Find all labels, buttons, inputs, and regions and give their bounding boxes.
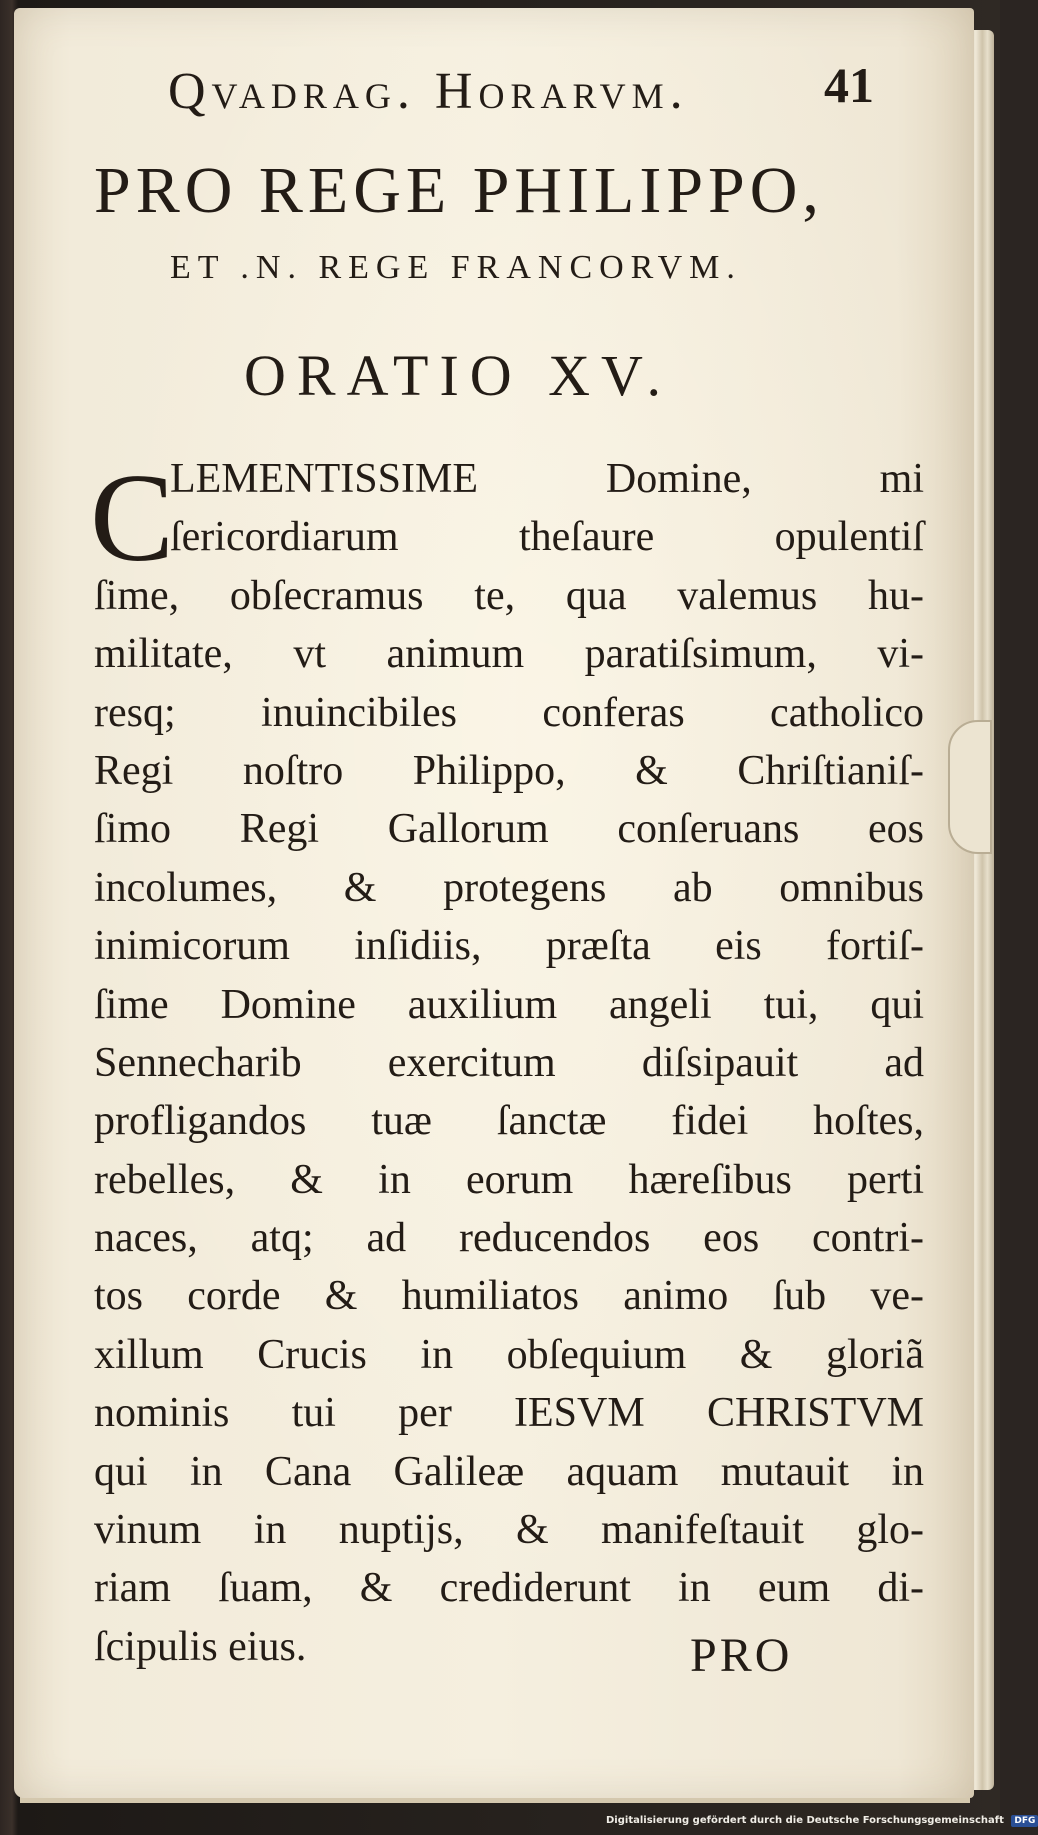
- body-line: militate, vt animum paratiſsimum, vi-: [94, 631, 924, 678]
- body-line: Regi noſtro Philippo, & Chriſtianiſ-: [94, 747, 924, 794]
- page-number: 41: [824, 57, 874, 113]
- book-page: [14, 8, 974, 1798]
- running-head-title: Qvadrag. Horarvm.: [168, 63, 689, 120]
- body-line: ſericordiarum theſaure opulentiſ: [170, 514, 924, 561]
- body-line: naces, atq; ad reducendos eos contri-: [94, 1215, 924, 1262]
- catchword: PRO: [690, 1629, 793, 1682]
- body-line: resq; inuincibiles conferas catholico: [94, 689, 924, 736]
- body-line: qui in Cana Galileæ aquam mutauit in: [94, 1448, 924, 1495]
- body-line: ſime, obſecramus te, qua valemus hu-: [94, 572, 924, 619]
- body-line: ſcipulis eius.: [94, 1623, 307, 1670]
- body-line: incolumes, & protegens ab omnibus: [94, 864, 924, 911]
- body-line: nominis tui per IESVM CHRISTVM: [94, 1390, 924, 1437]
- prayer-title: PRO REGE PHILIPPO,: [94, 154, 824, 227]
- dfg-logo: DFG: [1011, 1815, 1038, 1827]
- body-line: vinum in nuptijs, & manifeſtauit glo-: [94, 1507, 924, 1554]
- credit-text: Digitalisierung gefördert durch die Deutsche Forschungsgemeinschaft: [606, 1815, 1004, 1826]
- body-line: tos corde & humiliatos animo ſub ve-: [94, 1273, 924, 1320]
- body-line: riam ſuam, & crediderunt in eum di-: [94, 1565, 924, 1612]
- body-line: LEMENTISSIME Domine, mi: [170, 456, 924, 502]
- digitization-credit: [606, 1815, 1038, 1827]
- prayer-subtitle: ET .N. REGE FRANCORVM.: [170, 249, 742, 286]
- body-line: profligandos tuæ ſanctæ fidei hoſtes,: [94, 1098, 924, 1145]
- running-head: [94, 48, 924, 128]
- prayer-body: [90, 449, 924, 1676]
- body-line: ſime Domine auxilium angeli tui, qui: [94, 981, 924, 1028]
- body-line: xillum Crucis in obſequium & gloriã: [94, 1331, 924, 1378]
- oration-heading: ORATIO XV.: [244, 343, 672, 408]
- page-text-block: [90, 48, 924, 1682]
- drop-cap-initial: C: [90, 449, 175, 588]
- body-line: rebelles, & in eorum hæreſibus perti: [94, 1156, 924, 1203]
- body-line: Sennecharib exercitum diſsipauit ad: [94, 1039, 924, 1086]
- body-line: inimicorum inſidiis, præſta eis fortiſ-: [94, 923, 924, 970]
- body-line: ſimo Regi Gallorum conſeruans eos: [94, 806, 924, 853]
- page-clip-tab: [948, 720, 992, 854]
